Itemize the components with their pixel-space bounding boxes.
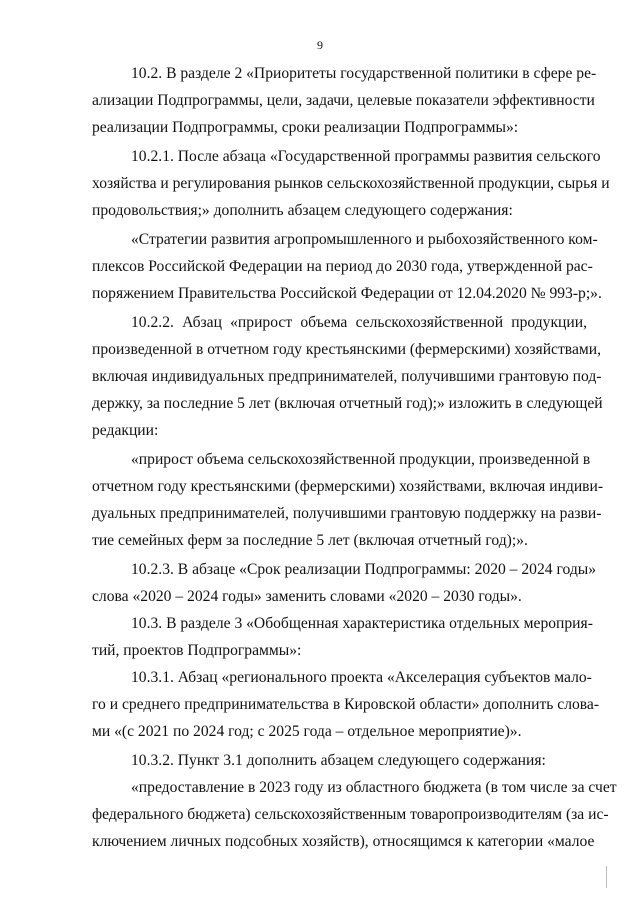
text-line: плексов Российской Федерации на период до 2030 года, утвержденной рас- <box>92 258 593 275</box>
text-line: отчетном году крестьянскими (фермерскими) хозяйствами, включая индиви- <box>92 478 604 495</box>
text-line: дуальных предпринимателей, получившими грантовую поддержку на разви- <box>92 505 602 522</box>
text-line: поряжением Правительства Российской Федерации от 12.04.2020 № 993-р;». <box>92 285 602 302</box>
text-line: держку, за последние 5 лет (включая отчетный год);» изложить в следующей <box>92 395 603 412</box>
text-line: 10.2. В разделе 2 «Приоритеты государственной политики в сфере ре- <box>131 65 597 82</box>
text-line: 10.2.1. После абзаца «Государственной программы развития сельского <box>131 148 601 165</box>
text-line: тий, проектов Подпрограммы»: <box>92 642 302 659</box>
text-line: тие семейных ферм за последние 5 лет (включая отчетный год);». <box>92 532 528 549</box>
text-line: «прирост объема сельскохозяйственной продукции, произведенной в <box>131 451 591 468</box>
text-line: ключением личных подсобных хозяйств), относящимся к категории «малое <box>92 833 595 850</box>
text-line: 10.2.3. В абзаце «Срок реализации Подпрограммы: 2020 – 2024 годы» <box>131 561 597 578</box>
text-line: 10.2.2. Абзац «прирост объема сельскохозяйственной продукции, <box>131 314 587 331</box>
text-line: произведенной в отчетном году крестьянскими (фермерскими) хозяйствами, <box>92 341 601 358</box>
text-line: хозяйства и регулирования рынков сельскохозяйственной продукции, сырья и <box>92 175 610 192</box>
text-line: ализации Подпрограммы, цели, задачи, целевые показатели эффективности <box>92 92 595 109</box>
text-line: «предоставление в 2023 году из областного бюджета (в том числе за счет <box>131 779 617 796</box>
text-line: 10.3.2. Пункт 3.1 дополнить абзацем следующего содержания: <box>131 752 546 769</box>
text-line: включая индивидуальных предпринимателей, получившими грантовую под- <box>92 368 602 385</box>
text-line: 10.3.1. Абзац «регионального проекта «Акселерация субъектов мало- <box>131 669 592 686</box>
text-line: редакции: <box>92 422 159 439</box>
text-line: федерального бюджета) сельскохозяйственным товаропроизводителям (за ис- <box>92 806 609 823</box>
text-line: 10.3. В разделе 3 «Обобщенная характеристика отдельных мероприя- <box>131 615 593 632</box>
text-line: реализации Подпрограммы, сроки реализации Подпрограммы»: <box>92 119 519 136</box>
text-line: продовольствия;» дополнить абзацем следующего содержания: <box>92 202 513 219</box>
page-number: 9 <box>317 38 323 52</box>
text-line: слова «2020 – 2024 годы» заменить словами «2020 – 2030 годы». <box>92 588 522 605</box>
text-line: «Стратегии развития агропромышленного и рыбохозяйственного ком- <box>131 231 598 248</box>
text-line: го и среднего предпринимательства в Кировской области» дополнить слова- <box>92 696 600 713</box>
text-line: ми «(с 2021 по 2024 год; с 2025 года – отдельное мероприятие)». <box>92 723 522 740</box>
scan-artifact <box>606 866 607 888</box>
